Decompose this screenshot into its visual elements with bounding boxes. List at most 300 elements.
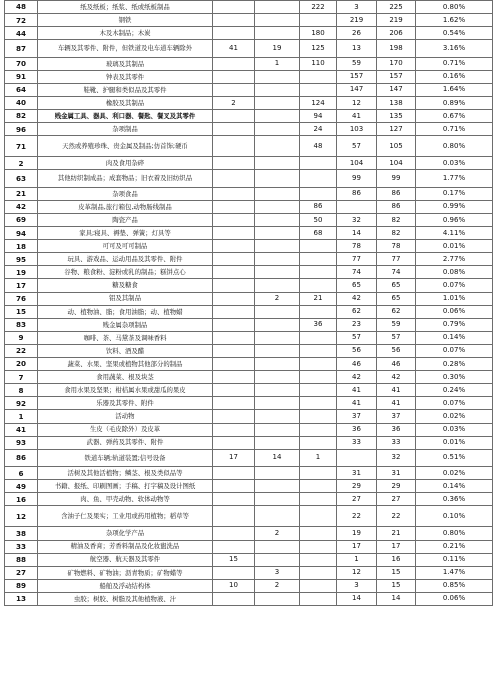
product-name-cell: 肉及食用杂碎 [38, 157, 213, 170]
table-row [5, 292, 493, 305]
value-col-4-cell: 1 [337, 553, 377, 566]
share-cell: 0.02% [416, 410, 493, 423]
table-row [5, 157, 493, 170]
product-name-cell: 钟表及其零件 [38, 70, 213, 83]
value-col-2-cell [255, 371, 300, 384]
value-col-3-cell [300, 493, 337, 506]
hs-code-cell: 13 [5, 592, 38, 605]
value-col-3-cell [300, 331, 337, 344]
value-col-1-cell [213, 227, 255, 240]
value-col-3-cell [300, 467, 337, 480]
product-name-cell: 铁道车辆;轨道装置;信号设备 [38, 449, 213, 466]
value-col-2-cell: 1 [255, 57, 300, 70]
table-row [5, 467, 493, 480]
value-col-2-cell [255, 305, 300, 318]
value-col-4-cell: 33 [337, 436, 377, 449]
product-name-cell: 活树及其他活植物；鳞茎、根及类似品等 [38, 467, 213, 480]
table-row [5, 410, 493, 423]
share-cell: 0.07% [416, 279, 493, 292]
product-name-cell: 车辆及其零件、附件，但铁道及电车道车辆除外 [38, 40, 213, 57]
hs-code-cell: 69 [5, 214, 38, 227]
value-col-3-cell: 222 [300, 1, 337, 14]
value-col-3-cell [300, 410, 337, 423]
share-cell: 0.16% [416, 70, 493, 83]
value-col-2-cell [255, 480, 300, 493]
value-col-3-cell [300, 266, 337, 279]
hs-code-cell: 72 [5, 14, 38, 27]
product-name-cell: 乐器及其零件、附件 [38, 397, 213, 410]
value-col-3-cell: 24 [300, 123, 337, 136]
product-name-cell: 铝及其制品 [38, 292, 213, 305]
hs-code-cell: 70 [5, 57, 38, 70]
total-cell: 170 [377, 57, 416, 70]
share-cell: 0.01% [416, 436, 493, 449]
value-col-4-cell: 12 [337, 96, 377, 109]
total-cell: 82 [377, 227, 416, 240]
hs-code-cell: 27 [5, 566, 38, 579]
value-col-2-cell [255, 136, 300, 157]
value-col-2-cell [255, 397, 300, 410]
value-col-4-cell: 56 [337, 344, 377, 357]
share-cell: 0.06% [416, 305, 493, 318]
value-col-1-cell: 17 [213, 449, 255, 466]
table-row [5, 227, 493, 240]
table-row [5, 344, 493, 357]
product-name-cell: 食用水果及坚果；柑桔属水果或甜瓜的果皮 [38, 384, 213, 397]
hs-code-cell: 49 [5, 480, 38, 493]
value-col-3-cell [300, 506, 337, 527]
product-name-cell: 纸及纸板；纸浆、纸或纸板制品 [38, 1, 213, 14]
value-col-3-cell [300, 70, 337, 83]
value-col-3-cell [300, 240, 337, 253]
value-col-3-cell [300, 436, 337, 449]
value-col-1-cell [213, 110, 255, 123]
hs-code-cell: 18 [5, 240, 38, 253]
hs-code-cell: 15 [5, 305, 38, 318]
value-col-3-cell: 110 [300, 57, 337, 70]
value-col-3-cell [300, 187, 337, 200]
value-col-1-cell [213, 253, 255, 266]
value-col-1-cell [213, 157, 255, 170]
table-row [5, 506, 493, 527]
value-col-2-cell: 2 [255, 527, 300, 540]
value-col-2-cell [255, 27, 300, 40]
value-col-1-cell: 10 [213, 579, 255, 592]
product-name-cell: 饮料、酒及醋 [38, 344, 213, 357]
hs-code-cell: 2 [5, 157, 38, 170]
value-col-4-cell: 41 [337, 397, 377, 410]
value-col-2-cell [255, 410, 300, 423]
value-col-1-cell [213, 566, 255, 579]
table-row [5, 187, 493, 200]
product-name-cell: 皮革制品,旅行箱包,动物肠线制品 [38, 200, 213, 213]
value-col-3-cell [300, 423, 337, 436]
value-col-4-cell: 12 [337, 566, 377, 579]
product-name-cell: 武器、弹药及其零件、附件 [38, 436, 213, 449]
table-body [5, 1, 493, 606]
value-col-3-cell: 125 [300, 40, 337, 57]
value-col-3-cell [300, 279, 337, 292]
value-col-1-cell [213, 344, 255, 357]
hs-code-cell: 6 [5, 467, 38, 480]
value-col-2-cell: 2 [255, 579, 300, 592]
share-cell: 0.99% [416, 200, 493, 213]
product-name-cell: 虫胶；树胶、树脂及其他植物液、汁 [38, 592, 213, 605]
table-row [5, 436, 493, 449]
table-row [5, 449, 493, 466]
hs-code-cell: 40 [5, 96, 38, 109]
value-col-3-cell [300, 384, 337, 397]
product-name-cell: 鞋靴、护腿和类似品及其零件 [38, 83, 213, 96]
hs-code-cell: 8 [5, 384, 38, 397]
value-col-3-cell [300, 83, 337, 96]
value-col-4-cell: 99 [337, 170, 377, 187]
value-col-1-cell [213, 83, 255, 96]
hs-code-cell: 9 [5, 331, 38, 344]
product-name-cell: 贱金属杂项制品 [38, 318, 213, 331]
value-col-2-cell [255, 14, 300, 27]
hs-code-cell: 87 [5, 40, 38, 57]
value-col-3-cell: 68 [300, 227, 337, 240]
share-cell: 4.11% [416, 227, 493, 240]
value-col-2-cell [255, 592, 300, 605]
value-col-2-cell [255, 253, 300, 266]
product-name-cell: 杂项制品 [38, 123, 213, 136]
value-col-2-cell [255, 344, 300, 357]
product-name-cell: 陶瓷产品 [38, 214, 213, 227]
value-col-1-cell [213, 170, 255, 187]
total-cell: 56 [377, 344, 416, 357]
share-cell: 2.77% [416, 253, 493, 266]
table-row [5, 200, 493, 213]
table-row [5, 540, 493, 553]
value-col-4-cell: 62 [337, 305, 377, 318]
value-col-1-cell [213, 467, 255, 480]
total-cell: 127 [377, 123, 416, 136]
share-cell: 0.71% [416, 123, 493, 136]
total-cell: 46 [377, 358, 416, 371]
value-col-1-cell: 41 [213, 40, 255, 57]
value-col-4-cell: 57 [337, 136, 377, 157]
total-cell: 157 [377, 70, 416, 83]
value-col-1-cell [213, 70, 255, 83]
product-name-cell: 肉、鱼、甲壳动物、软体动物等 [38, 493, 213, 506]
product-name-cell: 蔬菜、水果、坚果或植物其他部分的制品 [38, 358, 213, 371]
value-col-1-cell [213, 266, 255, 279]
value-col-4-cell: 41 [337, 384, 377, 397]
hs-code-cell: 71 [5, 136, 38, 157]
value-col-3-cell [300, 480, 337, 493]
share-cell: 0.24% [416, 384, 493, 397]
value-col-4-cell: 29 [337, 480, 377, 493]
value-col-3-cell: 50 [300, 214, 337, 227]
value-col-3-cell [300, 305, 337, 318]
value-col-4-cell: 157 [337, 70, 377, 83]
table-row [5, 480, 493, 493]
share-cell: 0.02% [416, 467, 493, 480]
value-col-2-cell [255, 553, 300, 566]
hs-code-cell: 1 [5, 410, 38, 423]
share-cell: 0.80% [416, 527, 493, 540]
value-col-4-cell: 14 [337, 592, 377, 605]
share-cell: 0.28% [416, 358, 493, 371]
total-cell: 27 [377, 493, 416, 506]
share-cell: 0.06% [416, 592, 493, 605]
table-row [5, 318, 493, 331]
hs-code-cell: 92 [5, 397, 38, 410]
total-cell: 22 [377, 506, 416, 527]
share-cell: 0.03% [416, 157, 493, 170]
table-row [5, 96, 493, 109]
product-name-cell: 书籍、报纸、印刷图画；手稿、打字稿及设计图纸 [38, 480, 213, 493]
table-row [5, 170, 493, 187]
product-name-cell: 其他纺织制成品；成套物品；旧衣着及旧纺织品 [38, 170, 213, 187]
table-row [5, 27, 493, 40]
total-cell: 135 [377, 110, 416, 123]
value-col-1-cell [213, 57, 255, 70]
total-cell: 37 [377, 410, 416, 423]
total-cell: 32 [377, 449, 416, 466]
value-col-4-cell: 104 [337, 157, 377, 170]
value-col-1-cell [213, 331, 255, 344]
value-col-4-cell: 13 [337, 40, 377, 57]
table-row [5, 14, 493, 27]
table-row [5, 305, 493, 318]
total-cell: 62 [377, 305, 416, 318]
hs-code-cell: 17 [5, 279, 38, 292]
share-cell: 1.77% [416, 170, 493, 187]
value-col-1-cell: 15 [213, 553, 255, 566]
total-cell: 206 [377, 27, 416, 40]
hs-code-cell: 63 [5, 170, 38, 187]
value-col-1-cell [213, 123, 255, 136]
hs-code-cell: 48 [5, 1, 38, 14]
value-col-4-cell: 17 [337, 540, 377, 553]
value-col-4-cell: 19 [337, 527, 377, 540]
total-cell: 57 [377, 331, 416, 344]
value-col-3-cell [300, 592, 337, 605]
value-col-2-cell: 2 [255, 292, 300, 305]
value-col-4-cell: 3 [337, 1, 377, 14]
share-cell: 0.80% [416, 136, 493, 157]
table-row [5, 214, 493, 227]
product-name-cell: 矿物燃料、矿物油；沥青物质；矿物蜡等 [38, 566, 213, 579]
table-row [5, 57, 493, 70]
value-col-3-cell [300, 344, 337, 357]
product-name-cell: 家具;寝具、褥垫、弹簧；灯具等 [38, 227, 213, 240]
value-col-4-cell: 36 [337, 423, 377, 436]
value-col-4-cell: 14 [337, 227, 377, 240]
share-cell: 0.30% [416, 371, 493, 384]
table-row [5, 240, 493, 253]
share-cell: 0.07% [416, 397, 493, 410]
value-col-1-cell [213, 240, 255, 253]
table-row [5, 110, 493, 123]
value-col-2-cell [255, 96, 300, 109]
value-col-3-cell [300, 566, 337, 579]
total-cell: 105 [377, 136, 416, 157]
product-name-cell: 糖及糖食 [38, 279, 213, 292]
value-col-1-cell [213, 371, 255, 384]
hs-code-cell: 21 [5, 187, 38, 200]
value-col-1-cell [213, 410, 255, 423]
hs-code-cell: 33 [5, 540, 38, 553]
value-col-1-cell [213, 136, 255, 157]
total-cell: 29 [377, 480, 416, 493]
share-cell: 0.71% [416, 57, 493, 70]
value-col-1-cell [213, 27, 255, 40]
hs-code-cell: 41 [5, 423, 38, 436]
hs-code-cell: 16 [5, 493, 38, 506]
share-cell: 0.85% [416, 579, 493, 592]
value-col-2-cell: 3 [255, 566, 300, 579]
product-name-cell: 玻璃及其制品 [38, 57, 213, 70]
total-cell: 31 [377, 467, 416, 480]
total-cell: 198 [377, 40, 416, 57]
product-name-cell: 航空器、航天器及其零件 [38, 553, 213, 566]
total-cell: 59 [377, 318, 416, 331]
total-cell: 74 [377, 266, 416, 279]
value-col-4-cell: 37 [337, 410, 377, 423]
hs-code-cell: 12 [5, 506, 38, 527]
value-col-2-cell [255, 467, 300, 480]
value-col-4-cell: 219 [337, 14, 377, 27]
share-cell: 0.17% [416, 187, 493, 200]
value-col-3-cell [300, 540, 337, 553]
value-col-1-cell [213, 187, 255, 200]
value-col-1-cell [213, 436, 255, 449]
total-cell: 219 [377, 14, 416, 27]
product-name-cell: 橡胶及其制品 [38, 96, 213, 109]
hs-code-cell: 83 [5, 318, 38, 331]
total-cell: 65 [377, 279, 416, 292]
product-name-cell: 杂项食品 [38, 187, 213, 200]
value-col-3-cell [300, 527, 337, 540]
value-col-1-cell [213, 214, 255, 227]
value-col-2-cell: 14 [255, 449, 300, 466]
total-cell: 15 [377, 566, 416, 579]
product-name-cell: 木及木制品；木炭 [38, 27, 213, 40]
total-cell: 41 [377, 384, 416, 397]
value-col-1-cell [213, 318, 255, 331]
value-col-2-cell [255, 279, 300, 292]
value-col-4-cell: 65 [337, 279, 377, 292]
value-col-4-cell: 41 [337, 110, 377, 123]
table-row [5, 384, 493, 397]
product-name-cell: 钢铁 [38, 14, 213, 27]
share-cell: 0.14% [416, 331, 493, 344]
hs-code-cell: 82 [5, 110, 38, 123]
value-col-2-cell [255, 157, 300, 170]
product-name-cell: 食用蔬菜、根及块茎 [38, 371, 213, 384]
value-col-1-cell [213, 397, 255, 410]
total-cell: 225 [377, 1, 416, 14]
value-col-3-cell: 180 [300, 27, 337, 40]
total-cell: 82 [377, 214, 416, 227]
product-name-cell: 杂项化学产品 [38, 527, 213, 540]
value-col-4-cell: 78 [337, 240, 377, 253]
total-cell: 16 [377, 553, 416, 566]
value-col-3-cell [300, 397, 337, 410]
value-col-4-cell: 147 [337, 83, 377, 96]
value-col-4-cell: 22 [337, 506, 377, 527]
table-row [5, 123, 493, 136]
share-cell: 0.67% [416, 110, 493, 123]
total-cell: 65 [377, 292, 416, 305]
value-col-2-cell [255, 200, 300, 213]
value-col-1-cell [213, 14, 255, 27]
value-col-3-cell: 94 [300, 110, 337, 123]
value-col-3-cell: 36 [300, 318, 337, 331]
share-cell: 3.16% [416, 40, 493, 57]
table-row [5, 279, 493, 292]
share-cell: 0.21% [416, 540, 493, 553]
table-row [5, 253, 493, 266]
hs-code-cell: 96 [5, 123, 38, 136]
value-col-4-cell: 74 [337, 266, 377, 279]
share-cell: 1.62% [416, 14, 493, 27]
value-col-4-cell [337, 200, 377, 213]
share-cell: 0.03% [416, 423, 493, 436]
value-col-4-cell: 103 [337, 123, 377, 136]
total-cell: 86 [377, 200, 416, 213]
value-col-3-cell [300, 253, 337, 266]
hs-code-cell: 38 [5, 527, 38, 540]
table-row [5, 40, 493, 57]
total-cell: 41 [377, 397, 416, 410]
hs-code-cell: 88 [5, 553, 38, 566]
value-col-1-cell [213, 358, 255, 371]
hs-code-cell: 93 [5, 436, 38, 449]
table-row [5, 423, 493, 436]
table-row [5, 592, 493, 605]
hs-code-cell: 89 [5, 579, 38, 592]
value-col-1-cell [213, 480, 255, 493]
product-name-cell: 谷物、粮食粉、淀粉或乳的制品；糕饼点心 [38, 266, 213, 279]
hs-code-cell: 94 [5, 227, 38, 240]
value-col-4-cell: 46 [337, 358, 377, 371]
total-cell: 138 [377, 96, 416, 109]
product-name-cell: 生皮（毛皮除外）及皮革 [38, 423, 213, 436]
share-cell: 1.01% [416, 292, 493, 305]
product-name-cell: 可可及可可制品 [38, 240, 213, 253]
hs-code-cell: 86 [5, 449, 38, 466]
share-cell: 0.79% [416, 318, 493, 331]
product-name-cell: 动、植物油、脂；食用油脂；动、植物蜡 [38, 305, 213, 318]
value-col-1-cell [213, 592, 255, 605]
total-cell: 78 [377, 240, 416, 253]
total-cell: 33 [377, 436, 416, 449]
hs-code-cell: 95 [5, 253, 38, 266]
hs-code-cell: 19 [5, 266, 38, 279]
table-container [4, 0, 493, 606]
share-cell: 0.10% [416, 506, 493, 527]
value-col-4-cell: 27 [337, 493, 377, 506]
hs-code-cell: 91 [5, 70, 38, 83]
value-col-3-cell: 124 [300, 96, 337, 109]
table-row [5, 397, 493, 410]
value-col-3-cell: 48 [300, 136, 337, 157]
value-col-4-cell: 59 [337, 57, 377, 70]
hs-code-cell: 76 [5, 292, 38, 305]
share-cell: 1.64% [416, 83, 493, 96]
hs-code-cell: 64 [5, 83, 38, 96]
value-col-2-cell [255, 266, 300, 279]
value-col-2-cell: 19 [255, 40, 300, 57]
data-table [4, 0, 493, 606]
hs-code-cell: 7 [5, 371, 38, 384]
value-col-1-cell: 2 [213, 96, 255, 109]
